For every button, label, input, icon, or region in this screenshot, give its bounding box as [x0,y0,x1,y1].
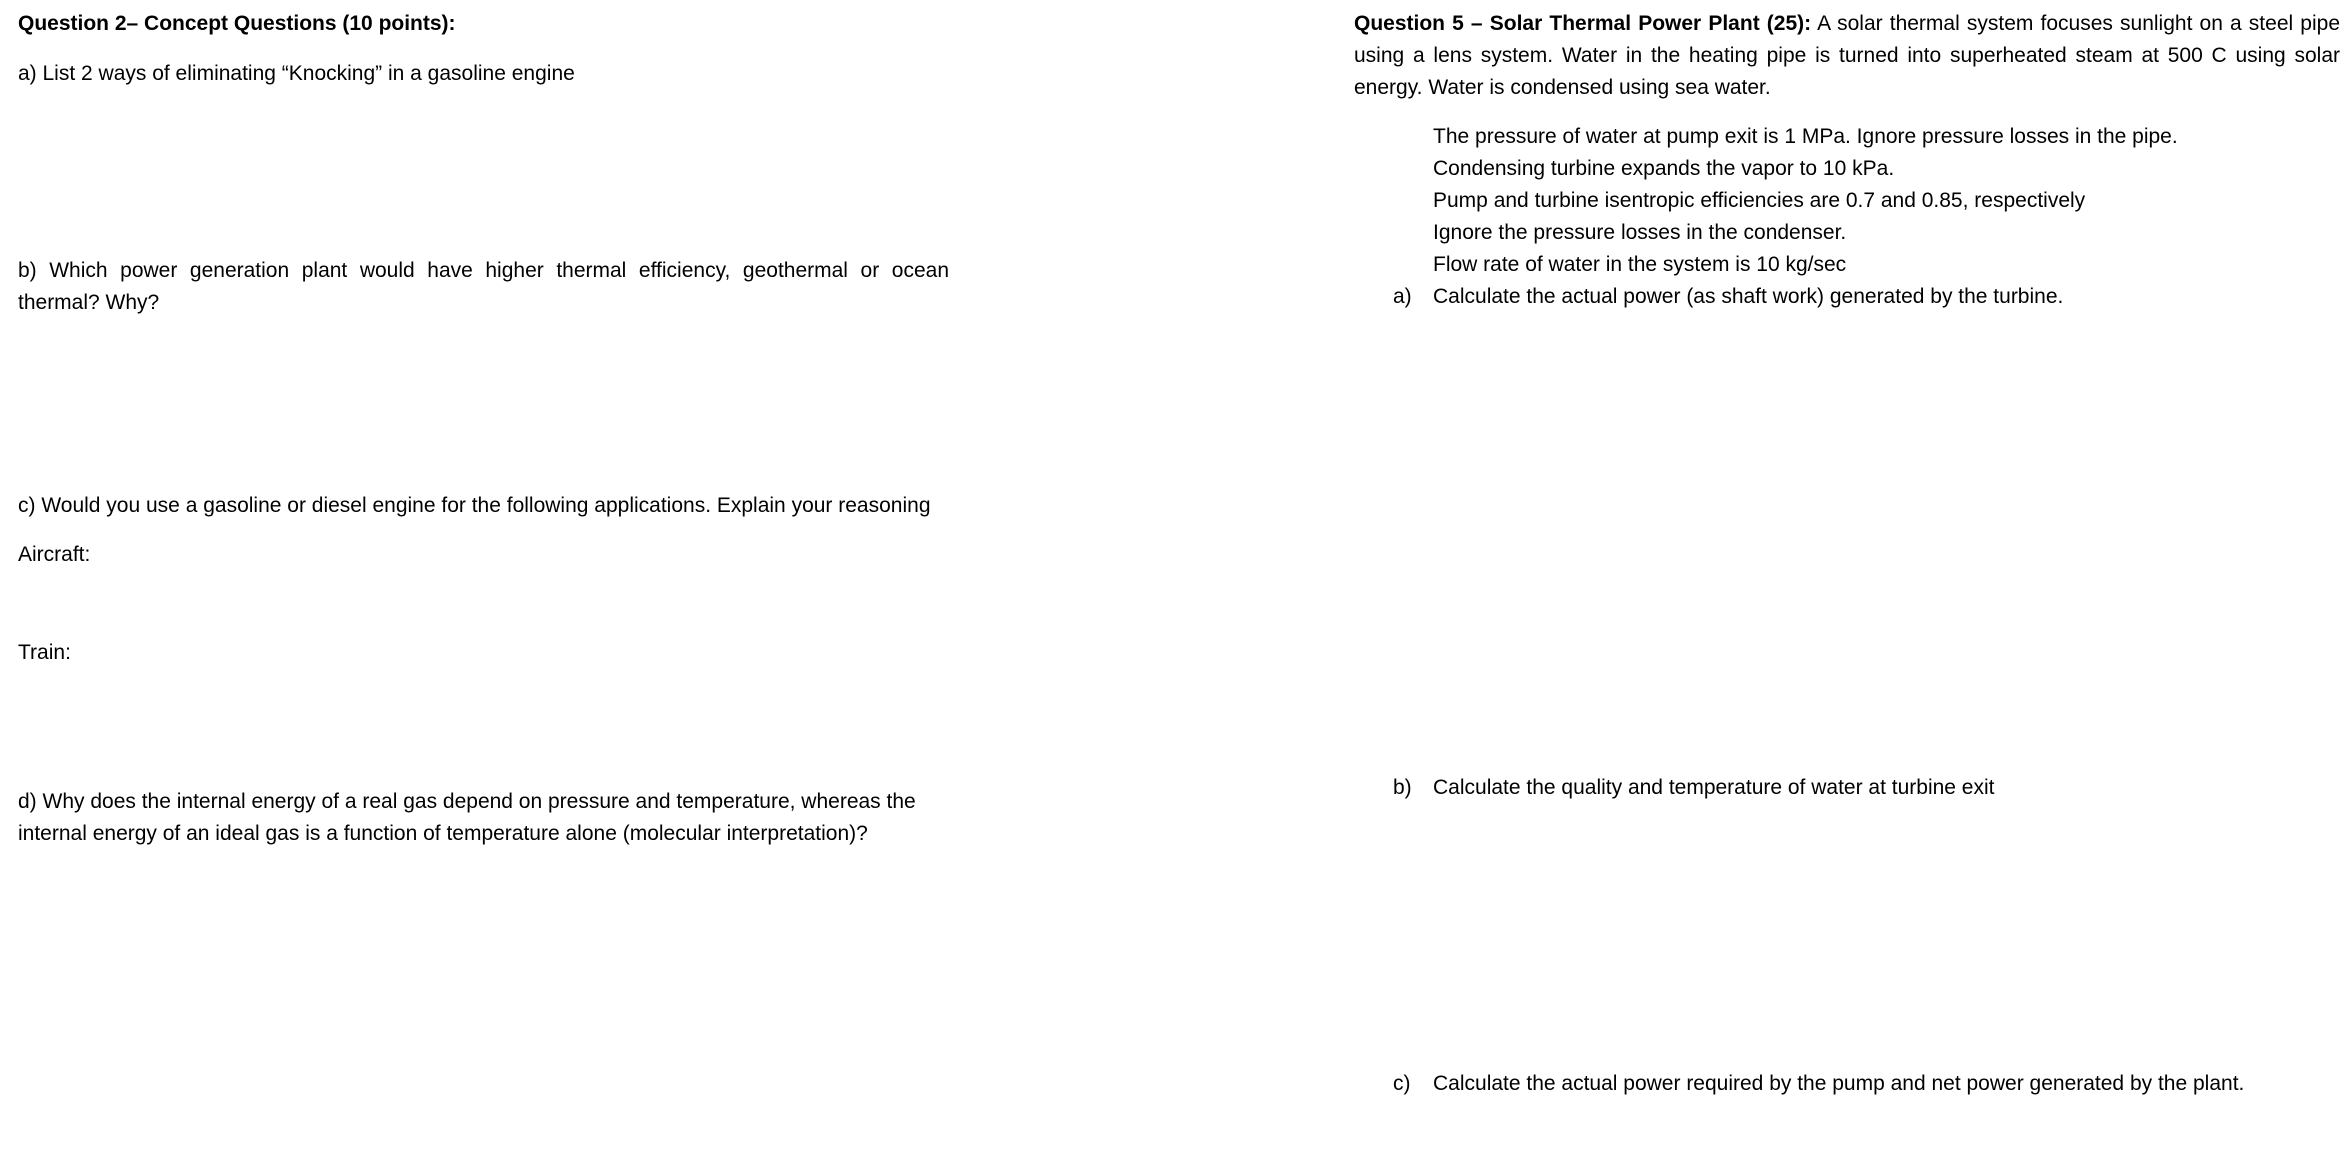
question-2c-text: c) Would you use a gasoline or diesel engine for the following applications. Explain your reasoning [18,494,931,517]
question-5-intro: A solar thermal system focuses sunlight on a steel pipe using a lens system. Water in the heating pipe is turned into superheated steam at 500 C using solar energy. Water is condensed using sea water. [1354,12,2340,99]
question-5-paragraph [1354,8,2340,104]
question-2-heading: Question 2– Concept Questions (10 points): [18,12,456,35]
question-2d-text: d) Why does the internal energy of a real gas depend on pressure and temperature, whereas the internal energy of an ideal gas is a function of temperature alone (molecular interpretation)? [18,790,916,845]
train-label: Train: [18,641,71,664]
question-2b-text: b) Which power generation plant would have higher thermal efficiency, geothermal or ocean thermal? Why? [18,259,949,314]
part-a-label: a) [1393,285,1412,308]
condition-flow-rate: Flow rate of water in the system is 10 kg/sec [1433,253,1847,276]
part-b-text: Calculate the quality and temperature of water at turbine exit [1433,776,1995,799]
question-2a-text: a) List 2 ways of eliminating “Knocking” in a gasoline engine [18,62,575,85]
part-a-text: Calculate the actual power (as shaft work) generated by the turbine. [1433,285,2064,308]
condition-turbine-expansion: Condensing turbine expands the vapor to 10 kPa. [1433,157,1895,180]
aircraft-label: Aircraft: [18,543,91,566]
condition-efficiencies: Pump and turbine isentropic efficiencies are 0.7 and 0.85, respectively [1433,189,2086,212]
condition-condenser: Ignore the pressure losses in the condenser. [1433,221,1847,244]
part-c-label: c) [1393,1072,1411,1095]
part-c-text: Calculate the actual power required by the pump and net power generated by the plant. [1433,1072,2245,1095]
condition-pressure: The pressure of water at pump exit is 1 MPa. Ignore pressure losses in the pipe. [1433,125,2178,148]
question-5-heading: Question 5 – Solar Thermal Power Plant (25): [1354,12,1812,35]
part-b-label: b) [1393,776,1412,799]
